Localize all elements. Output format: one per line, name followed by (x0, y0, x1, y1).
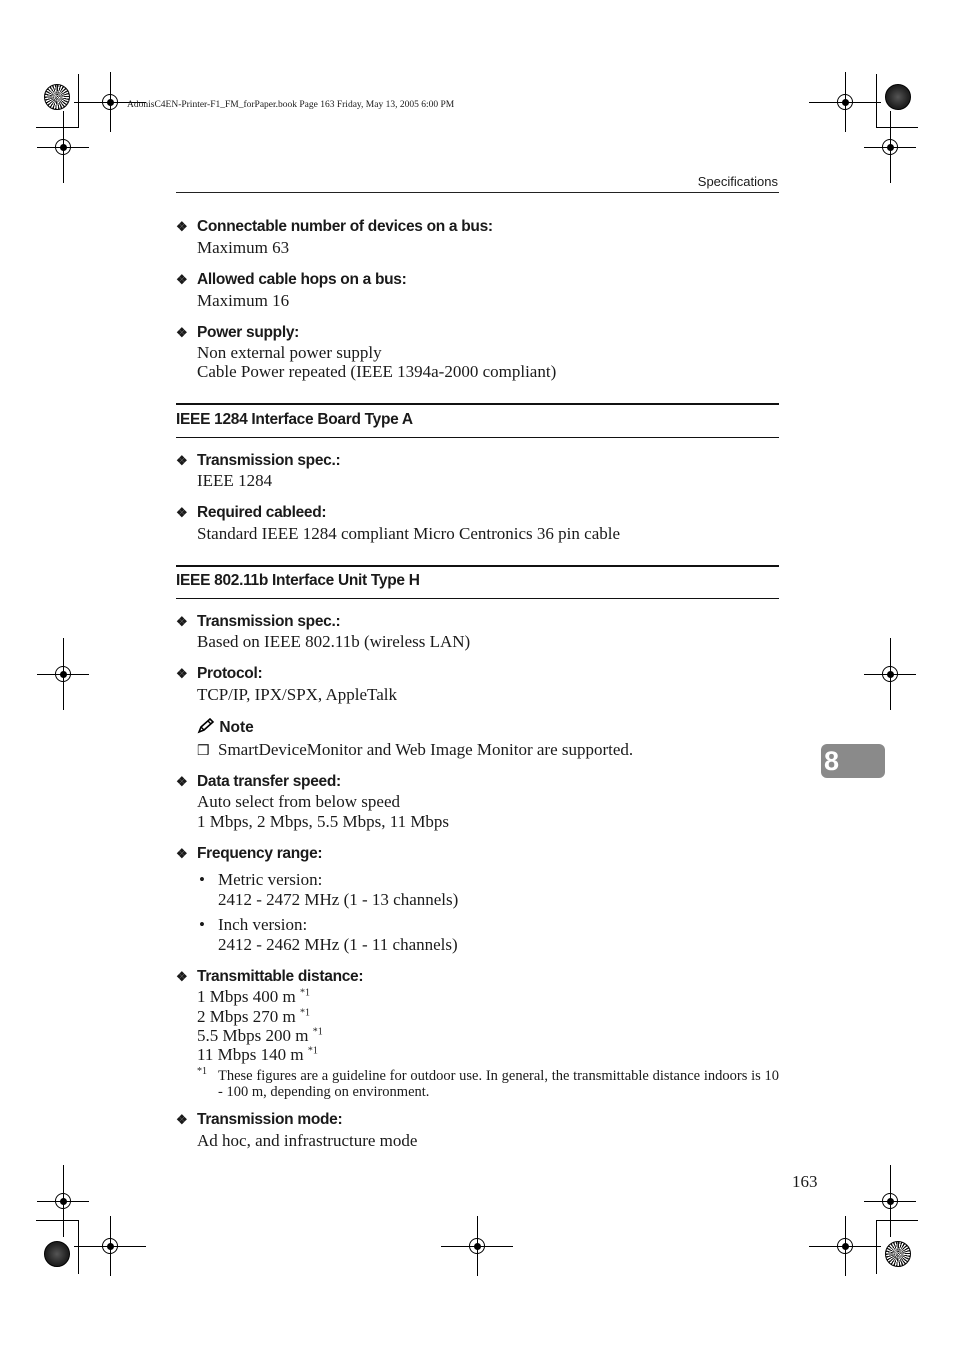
diamond-bullet-icon: ❖ (176, 453, 188, 468)
spec-value: IEEE 1284 (197, 471, 273, 490)
distance-value: 1 Mbps 400 m $^{*1}$ (197, 987, 310, 1006)
diamond-bullet-icon: ❖ (176, 846, 188, 861)
header-rule (176, 192, 779, 193)
diamond-bullet-icon: ❖ (176, 774, 188, 789)
diamond-bullet-icon: ❖ (176, 1112, 188, 1127)
spec-label: ❖ Protocol: (176, 665, 263, 682)
section-rule (176, 598, 779, 599)
footnote-mark: *1 (197, 1066, 207, 1077)
diamond-bullet-icon: ❖ (176, 614, 188, 629)
spec-label: ❖ Transmission mode: (176, 1111, 343, 1128)
bullet-dot-icon: • (199, 870, 205, 889)
spec-label: ❖ Power supply: (176, 324, 300, 341)
spec-label: ❖ Frequency range: (176, 845, 323, 862)
spec-label: ❖ Data transfer speed: (176, 773, 341, 790)
chapter-tab: 8 (821, 744, 885, 778)
footnote-text: These figures are a guideline for outdoor use. In general, the transmittable distance indoors is 10 - 100 m, depending on environment. (218, 1068, 779, 1100)
spec-value: Standard IEEE 1284 compliant Micro Centronics 36 pin cable (197, 524, 621, 543)
diamond-bullet-icon: ❖ (176, 272, 188, 287)
diamond-bullet-icon: ❖ (176, 505, 188, 520)
registration-rosette-icon (44, 1241, 70, 1267)
spec-label: ❖ Required cableed: (176, 504, 327, 521)
spec-label: ❖ Connectable number of devices on a bus: (176, 218, 493, 235)
section-rule (176, 565, 779, 567)
spec-value: Based on IEEE 802.11b (wireless LAN) (197, 632, 471, 651)
spec-value: 1 Mbps, 2 Mbps, 5.5 Mbps, 11 Mbps (197, 812, 450, 831)
section-title: IEEE 802.11b Interface Unit Type H (176, 572, 420, 589)
note-heading: Note (197, 718, 254, 737)
bullet-value: 2412 - 2462 MHz (1 - 11 channels) (218, 935, 458, 954)
distance-value: 11 Mbps 140 m $^{*1}$ (197, 1045, 318, 1064)
spec-label: ❖ Transmittable distance: (176, 968, 364, 985)
diamond-bullet-icon: ❖ (176, 325, 188, 340)
diamond-bullet-icon: ❖ (176, 969, 188, 984)
spec-value: Cable Power repeated (IEEE 1394a-2000 compliant) (197, 362, 557, 381)
note-text: ❒ SmartDeviceMonitor and Web Image Monitor are supported. (197, 740, 634, 759)
bullet-value: 2412 - 2472 MHz (1 - 13 channels) (218, 890, 459, 909)
spec-value: Maximum 16 (197, 291, 290, 310)
diamond-bullet-icon: ❖ (176, 219, 188, 234)
section-rule (176, 403, 779, 405)
bullet-dot-icon: • (199, 915, 205, 934)
distance-value: 2 Mbps 270 m $^{*1}$ (197, 1007, 310, 1026)
spec-label: ❖ Transmission spec.: (176, 452, 341, 469)
spec-value: Ad hoc, and infrastructure mode (197, 1131, 418, 1150)
spec-label: ❖ Allowed cable hops on a bus: (176, 271, 407, 288)
print-info: AdonisC4EN-Printer-F1_FM_forPaper.book Page 163 Friday, May 13, 2005 6:00 PM (127, 100, 455, 110)
page-number: 163 (792, 1172, 818, 1191)
checkbox-icon: ❒ (197, 744, 210, 759)
registration-rosette-icon (885, 1241, 911, 1267)
spec-label: ❖ Transmission spec.: (176, 613, 341, 630)
bullet-title: Inch version: (218, 915, 308, 934)
pencil-icon (197, 718, 215, 734)
distance-value: 5.5 Mbps 200 m $^{*1}$ (197, 1026, 323, 1045)
spec-value: Auto select from below speed (197, 792, 400, 811)
diamond-bullet-icon: ❖ (176, 666, 188, 681)
registration-rosette-icon (44, 84, 70, 110)
bullet-title: Metric version: (218, 870, 323, 889)
spec-value: Maximum 63 (197, 238, 290, 257)
registration-rosette-icon (885, 84, 911, 110)
running-head: Specifications (697, 174, 778, 189)
section-title: IEEE 1284 Interface Board Type A (176, 411, 413, 428)
spec-value: Non external power supply (197, 343, 382, 362)
section-rule (176, 437, 779, 438)
spec-value: TCP/IP, IPX/SPX, AppleTalk (197, 685, 398, 704)
